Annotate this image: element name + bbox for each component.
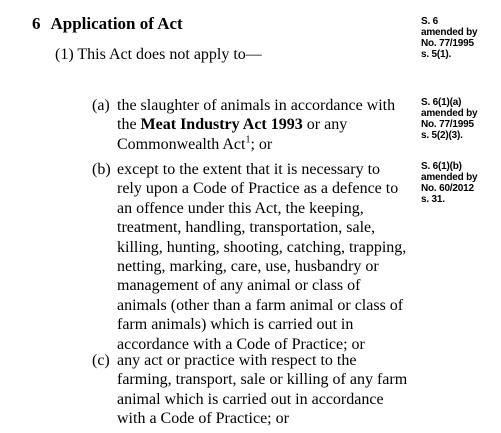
footnote-marker[interactable]: 1 (245, 134, 251, 146)
paragraph-b-label: (b) (92, 161, 111, 178)
paragraph-c-line: any act or practice with respect to the (117, 352, 357, 369)
margin-note-line: amended by (421, 108, 478, 119)
margin-note-line: s. 31. (421, 194, 445, 205)
margin-note-s6-1-a (421, 97, 499, 141)
margin-note-line: No. 77/1995 (421, 119, 474, 130)
paragraph-c-line: with a Code of Practice; or (117, 410, 289, 428)
paragraph-b-line: management of any animal or class of (117, 277, 361, 295)
commonwealth-act-text: Commonwealth Act (117, 135, 246, 153)
paragraph-b-line: an offence under this Act, the keeping, (117, 199, 364, 217)
paragraph-a-line-2 (117, 115, 417, 134)
subsection-1 (55, 45, 262, 65)
paragraph-a-text-end: ; or (250, 135, 273, 153)
paragraph-c (92, 351, 412, 431)
margin-note-line: amended by (421, 27, 478, 38)
margin-note-s6 (421, 16, 499, 60)
paragraph-c-label: (c) (92, 352, 110, 369)
margin-note-s6-1-b (421, 161, 499, 205)
section-heading (32, 14, 183, 34)
paragraph-b-line: accordance with a Code of Practice; or (117, 335, 365, 353)
section-number: 6 (32, 14, 41, 33)
paragraph-a-text-or-any: or any (302, 116, 348, 134)
paragraph-c-body (117, 351, 417, 429)
margin-note-line: s. 5(1). (421, 49, 452, 60)
paragraph-a (92, 96, 412, 156)
paragraph-a-label: (a) (92, 97, 110, 114)
subsection-1-label: (1) (55, 46, 74, 63)
paragraph-b-line: treatment, handling, transportation, sale, (117, 219, 376, 237)
paragraph-c-line: animal which is carried out in accordance (117, 390, 384, 408)
section-title: Application of Act (50, 14, 183, 33)
margin-note-line: S. 6 (421, 16, 438, 27)
paragraph-b-line: rely upon a Code of Practice as a defence to (117, 180, 399, 198)
margin-note-line: No. 77/1995 (421, 38, 474, 49)
paragraph-b-line: except to the extent that it is necessary to (117, 161, 381, 178)
margin-note-line: No. 60/2012 (421, 183, 474, 194)
paragraph-b-line: killing, hunting, shooting, catching, trapping, (117, 238, 407, 256)
paragraph-c-line: farming, transport, sale or killing of any farm (117, 371, 408, 389)
paragraph-b-body (117, 160, 417, 354)
paragraph-a-body (117, 96, 417, 154)
margin-note-line: amended by (421, 172, 478, 183)
margin-note-line: s. 5(2)(3). (421, 130, 463, 141)
paragraph-b-line: animals (other than a farm animal or class of (117, 296, 404, 314)
paragraph-a-line-1: the slaughter of animals in accordance with (117, 97, 396, 114)
paragraph-a-text-the: the (117, 116, 141, 134)
paragraph-b-line: netting, marking, care, use, husbandry or (117, 258, 379, 276)
subsection-1-text: This Act does not apply to— (77, 46, 262, 63)
meat-industry-act-title: Meat Industry Act 1993 (140, 116, 303, 134)
paragraph-a-line-3 (117, 135, 417, 154)
paragraph-b (92, 160, 412, 355)
margin-note-line: S. 6(1)(a) (421, 97, 462, 108)
paragraph-b-line: farm animals) which is carried out in (117, 316, 354, 334)
margin-note-line: S. 6(1)(b) (421, 161, 462, 172)
